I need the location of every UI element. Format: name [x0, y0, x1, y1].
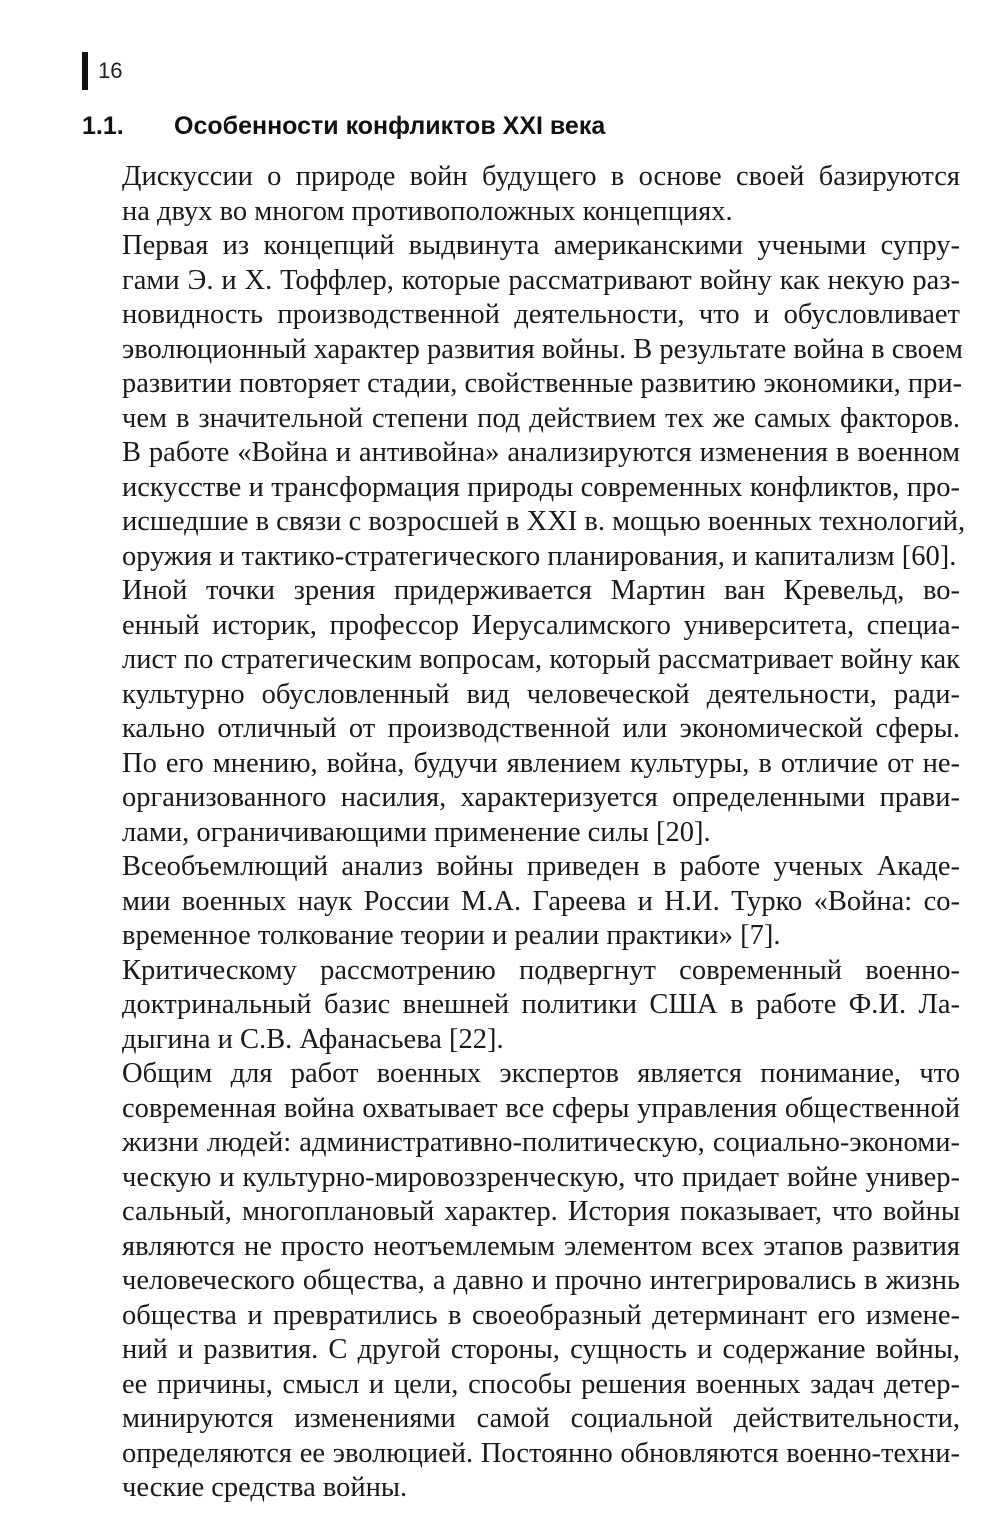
paragraph: [82, 160, 960, 229]
text-line: чем в значительной степени под действием тех же самых факторов.: [122, 402, 960, 434]
text-line: являются не просто неотъемлемым элементом всех этапов развития: [122, 1230, 960, 1262]
text-line: Дискуссии о природе войн будущего в основе своей базируются: [122, 161, 960, 192]
section-title: Особенности конфликтов XXI века: [174, 112, 606, 140]
text-line: искусстве и трансформация природы современных конфликтов, про-: [122, 471, 960, 503]
paragraph: [82, 954, 960, 1058]
page-marker-bar: [82, 52, 88, 90]
text-line: ее причины, смысл и цели, способы решения военных задач детер-: [122, 1368, 960, 1400]
text-line: доктринальный базис внешней политики США в работе Ф.И. Ла-: [122, 989, 960, 1020]
text-line: гами Э. и Х. Тоффлер, которые рассматривают войну как некую раз-: [122, 264, 960, 296]
text-line: развитии повторяет стадии, свойственные развитию экономики, при-: [122, 368, 963, 399]
text-line: оружия и тактико-стратегического планирования, и капитализм [60].: [122, 540, 957, 572]
text-line: эволюционный характер развития войны. В результате война в своем: [122, 333, 963, 365]
text-line: новидность производственной деятельности, что и обусловливает: [122, 299, 960, 330]
text-line: ческие средства войны.: [122, 1472, 408, 1503]
text-line: общества и превратились в своеобразный детерминант его измене-: [122, 1299, 960, 1331]
text-line: ний и развития. С другой стороны, сущность и содержание войны,: [122, 1334, 960, 1365]
text-line: ческую и культурно-мировоззренческую, что придает войне универ-: [122, 1161, 960, 1193]
section-heading: [82, 110, 605, 142]
text-line: Общим для работ военных экспертов является понимание, что: [122, 1058, 960, 1089]
paragraph: [82, 1057, 960, 1506]
text-line: сальный, многоплановый характер. История показывает, что войны: [122, 1196, 960, 1227]
text-line: современная война охватывает все сферы управления общественной: [122, 1092, 960, 1124]
text-line: организованного насилия, характеризуется определенными прави-: [122, 782, 960, 813]
text-line: лист по стратегическим вопросам, который рассматривает войну как: [122, 644, 960, 675]
paragraph: [82, 229, 966, 574]
text-line: лами, ограничивающими применение силы [20].: [122, 816, 711, 848]
text-line: минируются изменениями самой социальной действительности,: [122, 1403, 960, 1434]
text-line: временное толкование теории и реалии практики» [7].: [122, 920, 781, 951]
text-line: дыгина и С.В. Афанасьева [22].: [122, 1023, 504, 1055]
text-line: мии военных наук России М.А. Гареева и Н.И. Турко «Война: со-: [122, 885, 960, 917]
text-line: культурно обусловленный вид человеческой деятельности, ради-: [122, 678, 960, 710]
body-text: [82, 160, 966, 1506]
text-line: кально отличный от производственной или экономической сферы.: [122, 713, 960, 744]
text-line: исшедшие в связи с возросшей в XXI в. мощью военных технологий,: [122, 506, 966, 537]
text-line: В работе «Война и антивойна» анализируются изменения в военном: [122, 437, 960, 468]
text-line: жизни людей: административно-политическую, социально-экономи-: [122, 1127, 960, 1158]
page-number: 16: [98, 58, 123, 83]
text-line: Всеобъемлющий анализ войны приведен в работе ученых Акаде-: [122, 851, 960, 882]
text-line: По его мнению, война, будучи явлением культуры, в отличие от не-: [122, 747, 960, 779]
text-line: Критическому рассмотрению подвергнут современный военно-: [122, 954, 960, 986]
text-line: Первая из концепций выдвинута американскими учеными супру-: [122, 230, 960, 261]
text-line: енный историк, профессор Иерусалимского университета, специа-: [122, 609, 960, 641]
text-line: человеческого общества, а давно и прочно интегрировались в жизнь: [122, 1265, 960, 1296]
section-number: 1.1.: [82, 112, 124, 140]
paragraph: [82, 850, 960, 954]
text-line: на двух во многом противоположных концепциях.: [122, 195, 733, 227]
paragraph: [82, 574, 960, 850]
text-line: Иной точки зрения придерживается Мартин ван Кревельд, во-: [122, 575, 960, 606]
text-line: определяются ее эволюцией. Постоянно обновляются военно-техни-: [122, 1437, 960, 1469]
